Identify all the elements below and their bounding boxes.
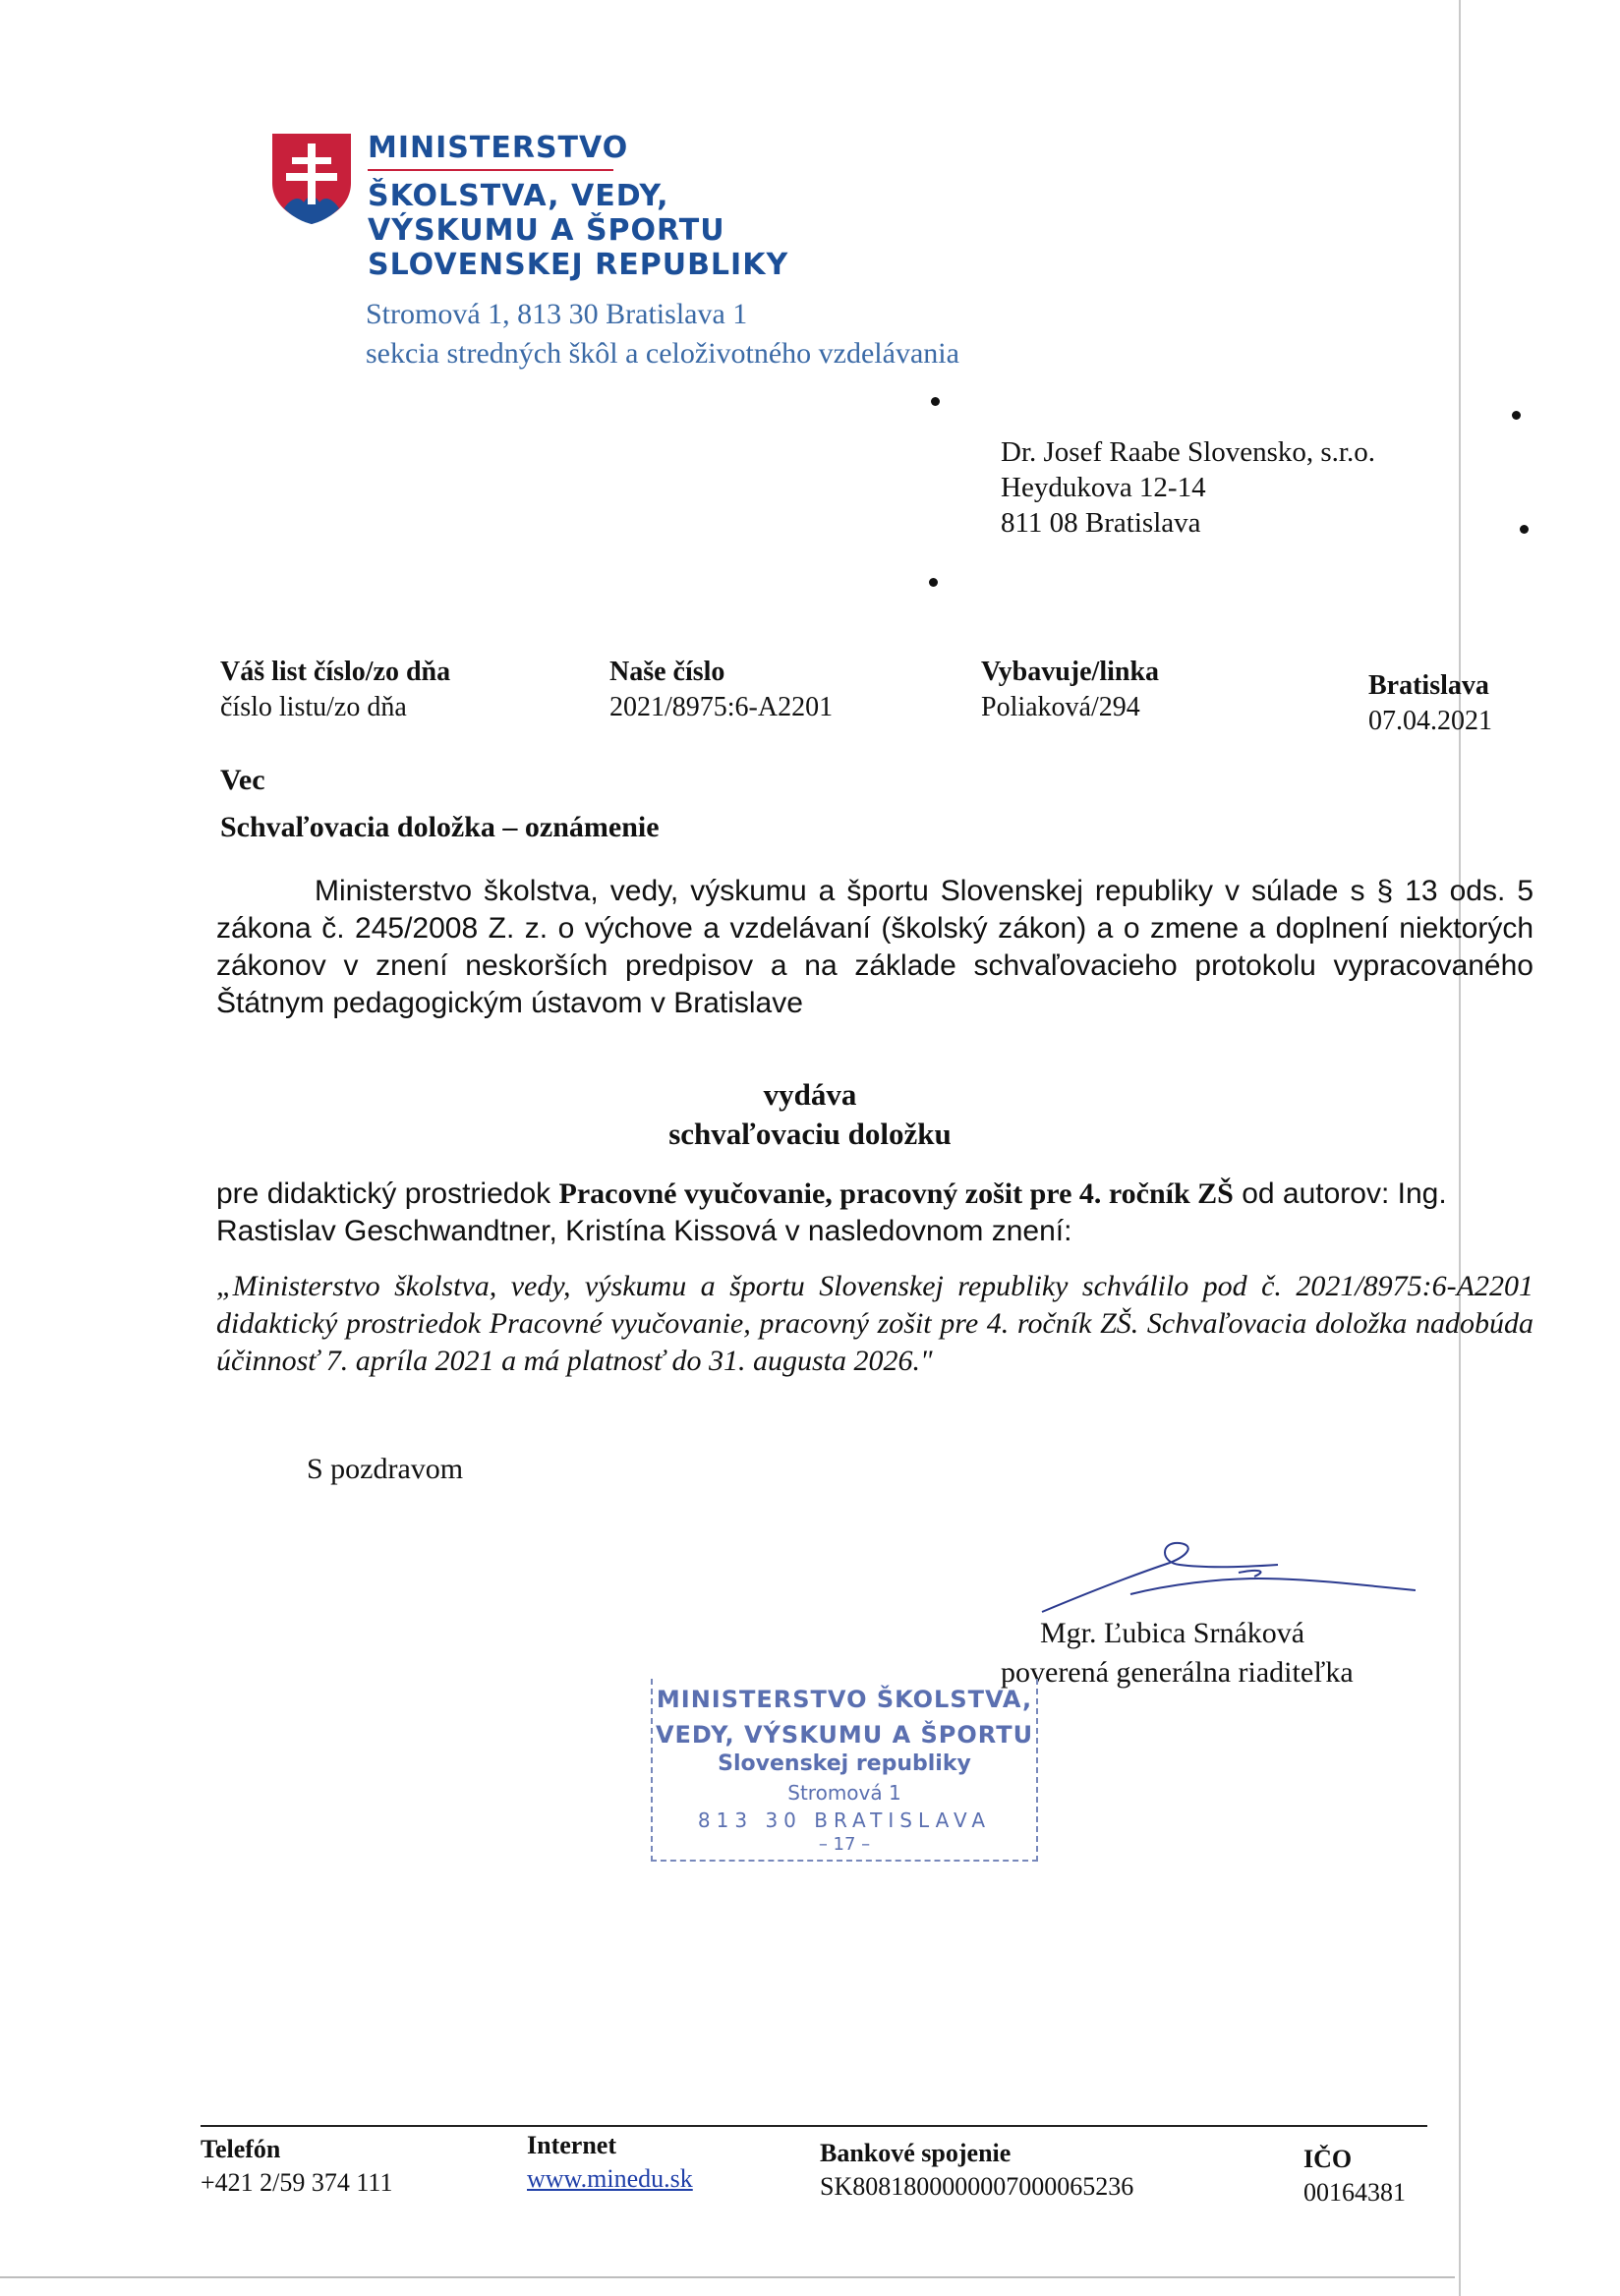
window-mark xyxy=(931,397,940,406)
our-number-label: Naše číslo xyxy=(609,657,725,687)
window-mark xyxy=(1520,525,1529,534)
body-paragraph-2 xyxy=(216,1176,1533,1250)
stamp-line-2: VEDY, VÝSKUMU A ŠPORTU xyxy=(655,1721,1034,1749)
footer-bank-value: SK8081800000007000065236 xyxy=(820,2172,1134,2201)
stamp-line-3: Slovenskej republiky xyxy=(718,1751,971,1776)
recipient-name: Dr. Josef Raabe Slovensko, s.r.o. xyxy=(1001,436,1375,468)
subject-label: Vec xyxy=(220,764,265,796)
footer-bank xyxy=(820,2137,1133,2204)
our-number-field xyxy=(609,655,833,725)
signatory-title: poverená generálna riaditeľka xyxy=(1001,1656,1354,1689)
ministry-line-1: MINISTERSTVO xyxy=(368,131,629,165)
footer-ico-value: 00164381 xyxy=(1303,2178,1406,2207)
footer-internet xyxy=(527,2129,693,2196)
signatory xyxy=(1001,1614,1354,1693)
greeting: S pozdravom xyxy=(307,1453,464,1485)
stamp-line-6: – 17 – xyxy=(818,1834,871,1855)
footer-website-link[interactable]: www.minedu.sk xyxy=(527,2164,693,2193)
approval-clause-heading: schvaľovaciu doložku xyxy=(668,1117,952,1151)
p2-after-text: od autorov: Ing. Rastislav Geschwandtner, Kristína Kissová v nasledovnom znení: xyxy=(216,1177,1447,1247)
teaching-aid-title: Pracovné vyučovanie, pracovný zošit pre 4. ročník ZŠ xyxy=(558,1177,1234,1210)
signatory-name: Mgr. Ľubica Srnáková xyxy=(1040,1617,1305,1649)
date-value: 07.04.2021 xyxy=(1368,706,1492,736)
footer-ico xyxy=(1303,2143,1406,2210)
footer-phone xyxy=(201,2133,392,2200)
recipient-address xyxy=(1001,434,1375,541)
ministry-name xyxy=(368,131,788,282)
your-letter-value: číslo listu/zo dňa xyxy=(220,692,407,722)
coat-of-arms-icon xyxy=(270,132,353,226)
body-paragraph-1-text: Ministerstvo školstva, vedy, výskumu a športu Slovenskej republiky v súlade s § 13 ods. 5 zákona č. 245/2008 Z. z. o výchove a vzdelávaní (školský zákon) a o zmene a doplnení niektorých zákonov v znení neskorších predpisov a na základe schvaľovacieho protokolu vypracovaného Štátnym pedagogickým ústavom v Bratislave xyxy=(216,875,1533,1019)
footer-phone-value: +421 2/59 374 111 xyxy=(201,2168,393,2197)
recipient-street: Heydukova 12-14 xyxy=(1001,472,1206,503)
footer-ico-label: IČO xyxy=(1303,2145,1353,2173)
your-letter-field xyxy=(220,655,450,725)
ministry-red-rule xyxy=(368,169,613,171)
subject-block xyxy=(220,757,660,851)
ministry-line-2: ŠKOLSTVA, VEDY, xyxy=(368,179,669,213)
issues-heading: vydáva xyxy=(763,1077,857,1112)
subject-title: Schvaľovacia doložka – oznámenie xyxy=(220,811,660,843)
footer-bank-label: Bankové spojenie xyxy=(820,2139,1012,2167)
approval-quote: „Ministerstvo školstva, vedy, výskumu a športu Slovenskej republiky schválilo pod č. 2021/8975:6-A2201 didaktický prostriedok Pracovné vyučovanie, pracovný zošit pre 4. ročník ZŠ. Schvaľovacia doložka nadobúda účinnosť 7. apríla 2021 a má platnosť do 31. augusta 2026." xyxy=(216,1270,1533,1377)
footer-internet-label: Internet xyxy=(527,2131,616,2159)
place-label: Bratislava xyxy=(1368,670,1489,701)
sender-address-line-2: sekcia stredných škôl a celoživotného vzdelávania xyxy=(366,337,959,370)
stamp-line-4: Stromová 1 xyxy=(787,1781,901,1805)
footer-phone-label: Telefón xyxy=(201,2135,281,2163)
ministry-line-4: SLOVENSKEJ REPUBLIKY xyxy=(368,248,789,282)
your-letter-label: Váš list číslo/zo dňa xyxy=(220,657,451,687)
footer-rule xyxy=(201,2125,1427,2127)
official-stamp xyxy=(651,1679,1038,1862)
handled-by-value: Poliaková/294 xyxy=(981,692,1140,722)
stamp-line-5: 813 30 BRATISLAVA xyxy=(697,1808,992,1832)
our-number-value: 2021/8975:6-A2201 xyxy=(609,692,834,722)
window-mark xyxy=(1512,411,1521,420)
stamp-line-1: MINISTERSTVO ŠKOLSTVA, xyxy=(656,1686,1033,1713)
ministry-line-3: VÝSKUMU A ŠPORTU xyxy=(368,213,725,248)
window-mark xyxy=(929,578,938,587)
sender-address-line-1: Stromová 1, 813 30 Bratislava 1 xyxy=(366,298,748,330)
handwritten-signature xyxy=(1022,1533,1416,1622)
place-date-field xyxy=(1368,668,1492,739)
p2-before-text: pre didaktický prostriedok xyxy=(216,1177,559,1210)
recipient-city: 811 08 Bratislava xyxy=(1001,507,1201,539)
body-paragraph-1 xyxy=(216,873,1533,1022)
scan-bottom-line xyxy=(0,2276,1455,2278)
handled-by-label: Vybavuje/linka xyxy=(981,657,1160,687)
sender-address xyxy=(366,295,959,373)
handled-by-field xyxy=(981,655,1159,725)
